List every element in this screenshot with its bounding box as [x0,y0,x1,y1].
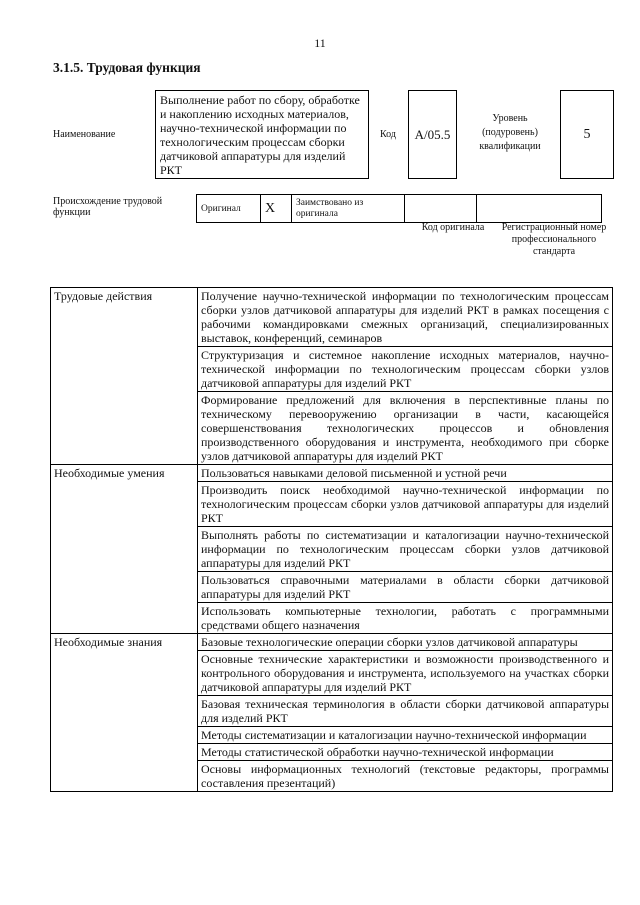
code-original-label: Код оригинала [421,222,485,233]
table-row [51,288,613,347]
origin-table [196,194,602,223]
item-text: Методы систематизации и каталогизации научно-технической информации [198,727,613,744]
item-text: Формирование предложений для включения в перспективные планы по техническому перевооружению организации в части, касающейся совершенствования технологических процессов и обновления производственного оборудования и инструмента, необходимого при сборке узлов датчиковой аппаратуры для изделий РКТ [198,392,613,465]
item-text: Получение научно-технической информации по технологическим процессам сборки узлов датчиковой аппаратуры для изделий РКТ в рамках посещения с рабочими командировками смежных организаций, специализированных выставок, конференций, семинаров [198,288,613,347]
item-text: Основные технические характеристики и возможности производственного и контрольного оборудования и инструмента, используемого на участках сборки датчиковой аппаратуры для изделий РКТ [198,651,613,696]
item-text: Базовые технологические операции сборки узлов датчиковой аппаратуры [198,634,613,651]
reg-number-cell [477,195,602,223]
origin-label: Происхождение трудовой функции [53,196,163,218]
borrowed-cell: Заимствовано из оригинала [292,195,405,223]
item-text: Базовая техническая терминология в области сборки датчиковой аппаратуры для изделий РКТ [198,696,613,727]
original-label: Оригинал [201,203,241,214]
item-text: Производить поиск необходимой научно-технической информации по технологическим процессам сборки узлов датчиковой аппаратуры для изделий РКТ [198,482,613,527]
item-text: Выполнять работы по систематизации и каталогизации научно-технической информации по технологическим процессам сборки узлов датчиковой аппаратуры для изделий РКТ [198,527,613,572]
item-text: Пользоваться справочными материалами в области сборки датчиковой аппаратуры для изделий РКТ [198,572,613,603]
code-label: Код [380,129,396,140]
item-text: Структуризация и системное накопление исходных материалов, научно-технической информации по технологическим процессам сборки узлов датчиковой аппаратуры для изделий РКТ [198,347,613,392]
item-text: Использовать компьютерные технологии, работать с программными средствами общего назначения [198,603,613,634]
category-label: Трудовые действия [51,288,198,465]
category-label: Необходимые знания [51,634,198,792]
table-row [51,634,613,651]
code-box: A/05.5 [408,90,457,179]
name-label: Наименование [53,129,116,140]
table-row [51,465,613,482]
code-original-cell [405,195,477,223]
section-title: 3.1.5. Трудовая функция [53,60,201,75]
category-label: Необходимые умения [51,465,198,634]
reg-number-label: Регистрационный номер профессионального стандарта [501,222,607,257]
item-text: Методы статистической обработки научно-технической информации [198,744,613,761]
original-cell [197,195,261,223]
page-number: 11 [314,36,326,50]
function-name-box: Выполнение работ по сбору, обработке и накоплению исходных материалов, научно-технической информации по технологическим процессам сборки датчиковой аппаратуры для изделий РКТ [155,90,369,179]
item-text: Основы информационных технологий (текстовые редакторы, программы составления презентаций) [198,761,613,792]
original-mark: X [261,195,292,223]
item-text: Пользоваться навыками деловой письменной и устной речи [198,465,613,482]
competency-table [50,287,613,792]
level-box: 5 [560,90,614,179]
level-label: Уровень (подуровень) квалификации [479,113,541,152]
